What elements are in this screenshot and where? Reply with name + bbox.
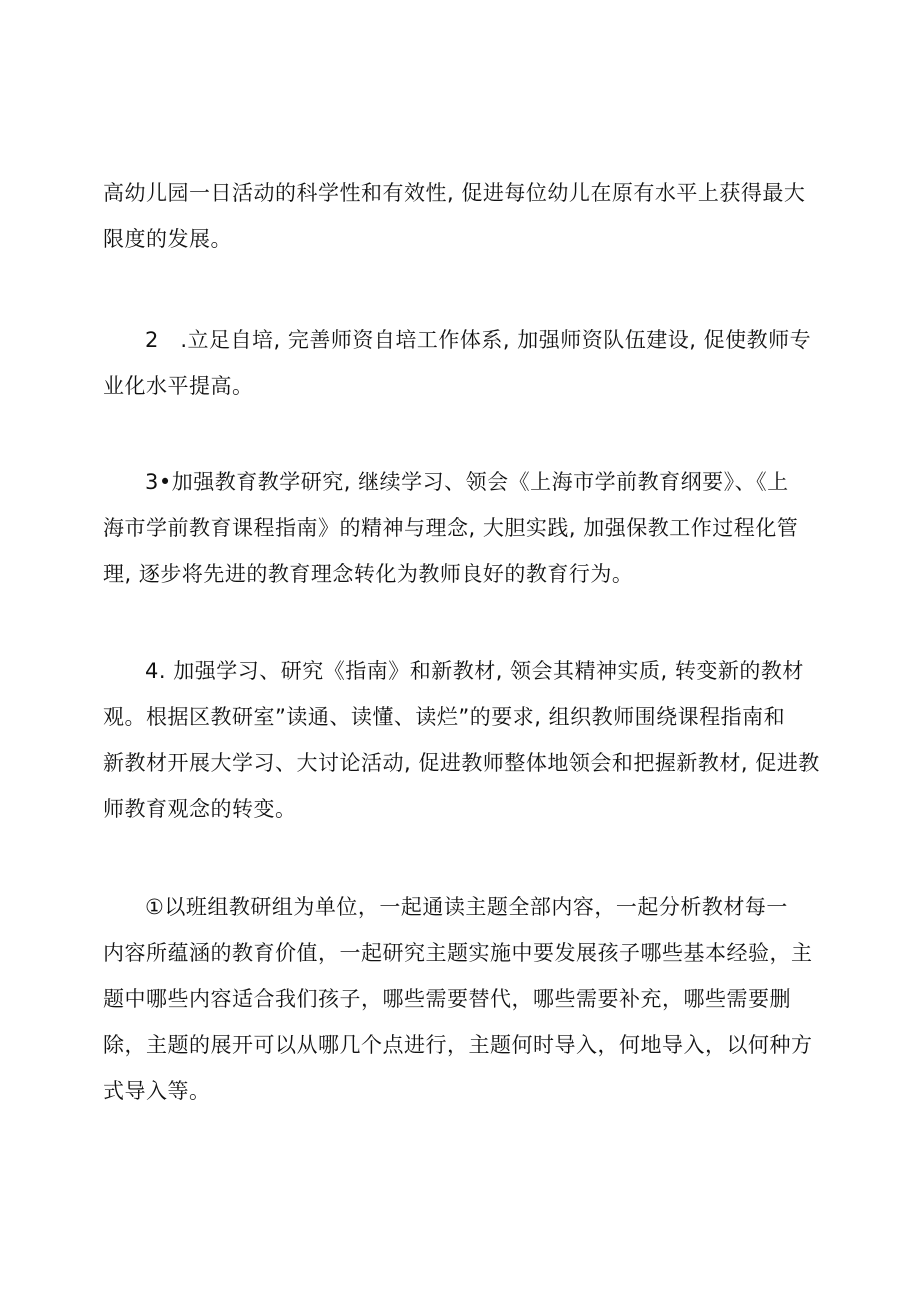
text-line: 高幼儿园一日活动的科学性和有效性, 促进每位幼儿在原有水平上获得最大 xyxy=(103,181,806,205)
text-line: 限度的发展。 xyxy=(103,227,232,251)
text-line: 4. 加强学习、研究《指南》和新教材, 领会其精神实质, 转变新的教材 xyxy=(145,659,804,683)
text-line: 3•加强教育教学研究, 继续学习、领会《上海市学前教育纲要》、《上 xyxy=(145,470,789,494)
text-line: ①以班组教研组为单位，一起通读主题全部内容，一起分析教材每一 xyxy=(145,895,788,919)
text-line: 理, 逐步将先进的教育理念转化为教师良好的教育行为。 xyxy=(103,562,634,586)
paragraph-item-3 xyxy=(103,459,819,597)
text-line: 海市学前教育课程指南》的精神与理念, 大胆实践, 加强保教工作过程化管 xyxy=(103,516,799,540)
text-line: 新教材开展大学习、大讨论活动, 促进教师整体地领会和把握新教材, 促进教 xyxy=(103,751,820,775)
text-line: 2 .立足自培, 完善师资自培工作体系, 加强师资队伍建设, 促使教师专 xyxy=(145,328,812,352)
text-line: 题中哪些内容适合我们孩子，哪些需要替代，哪些需要补充，哪些需要删 xyxy=(103,987,791,1011)
text-line: 式导入等。 xyxy=(103,1079,211,1103)
text-line: 除，主题的展开可以从哪几个点进行，主题何时导入，何地导入，以何种方 xyxy=(103,1033,813,1057)
paragraph-item-2 xyxy=(103,317,819,409)
text-line: 师教育观念的转变。 xyxy=(103,797,297,821)
paragraph-continuation xyxy=(103,170,819,262)
text-line: 业化水平提高。 xyxy=(103,374,254,398)
text-line: 观。根据区教研室”读通、读懂、读烂”的要求, 组织教师围绕课程指南和 xyxy=(103,705,786,729)
text-line: 内容所蕴涵的教育价值，一起研究主题实施中要发展孩子哪些基本经验，主 xyxy=(103,941,813,965)
paragraph-item-4 xyxy=(103,648,819,832)
paragraph-subitem-1 xyxy=(103,884,819,1114)
